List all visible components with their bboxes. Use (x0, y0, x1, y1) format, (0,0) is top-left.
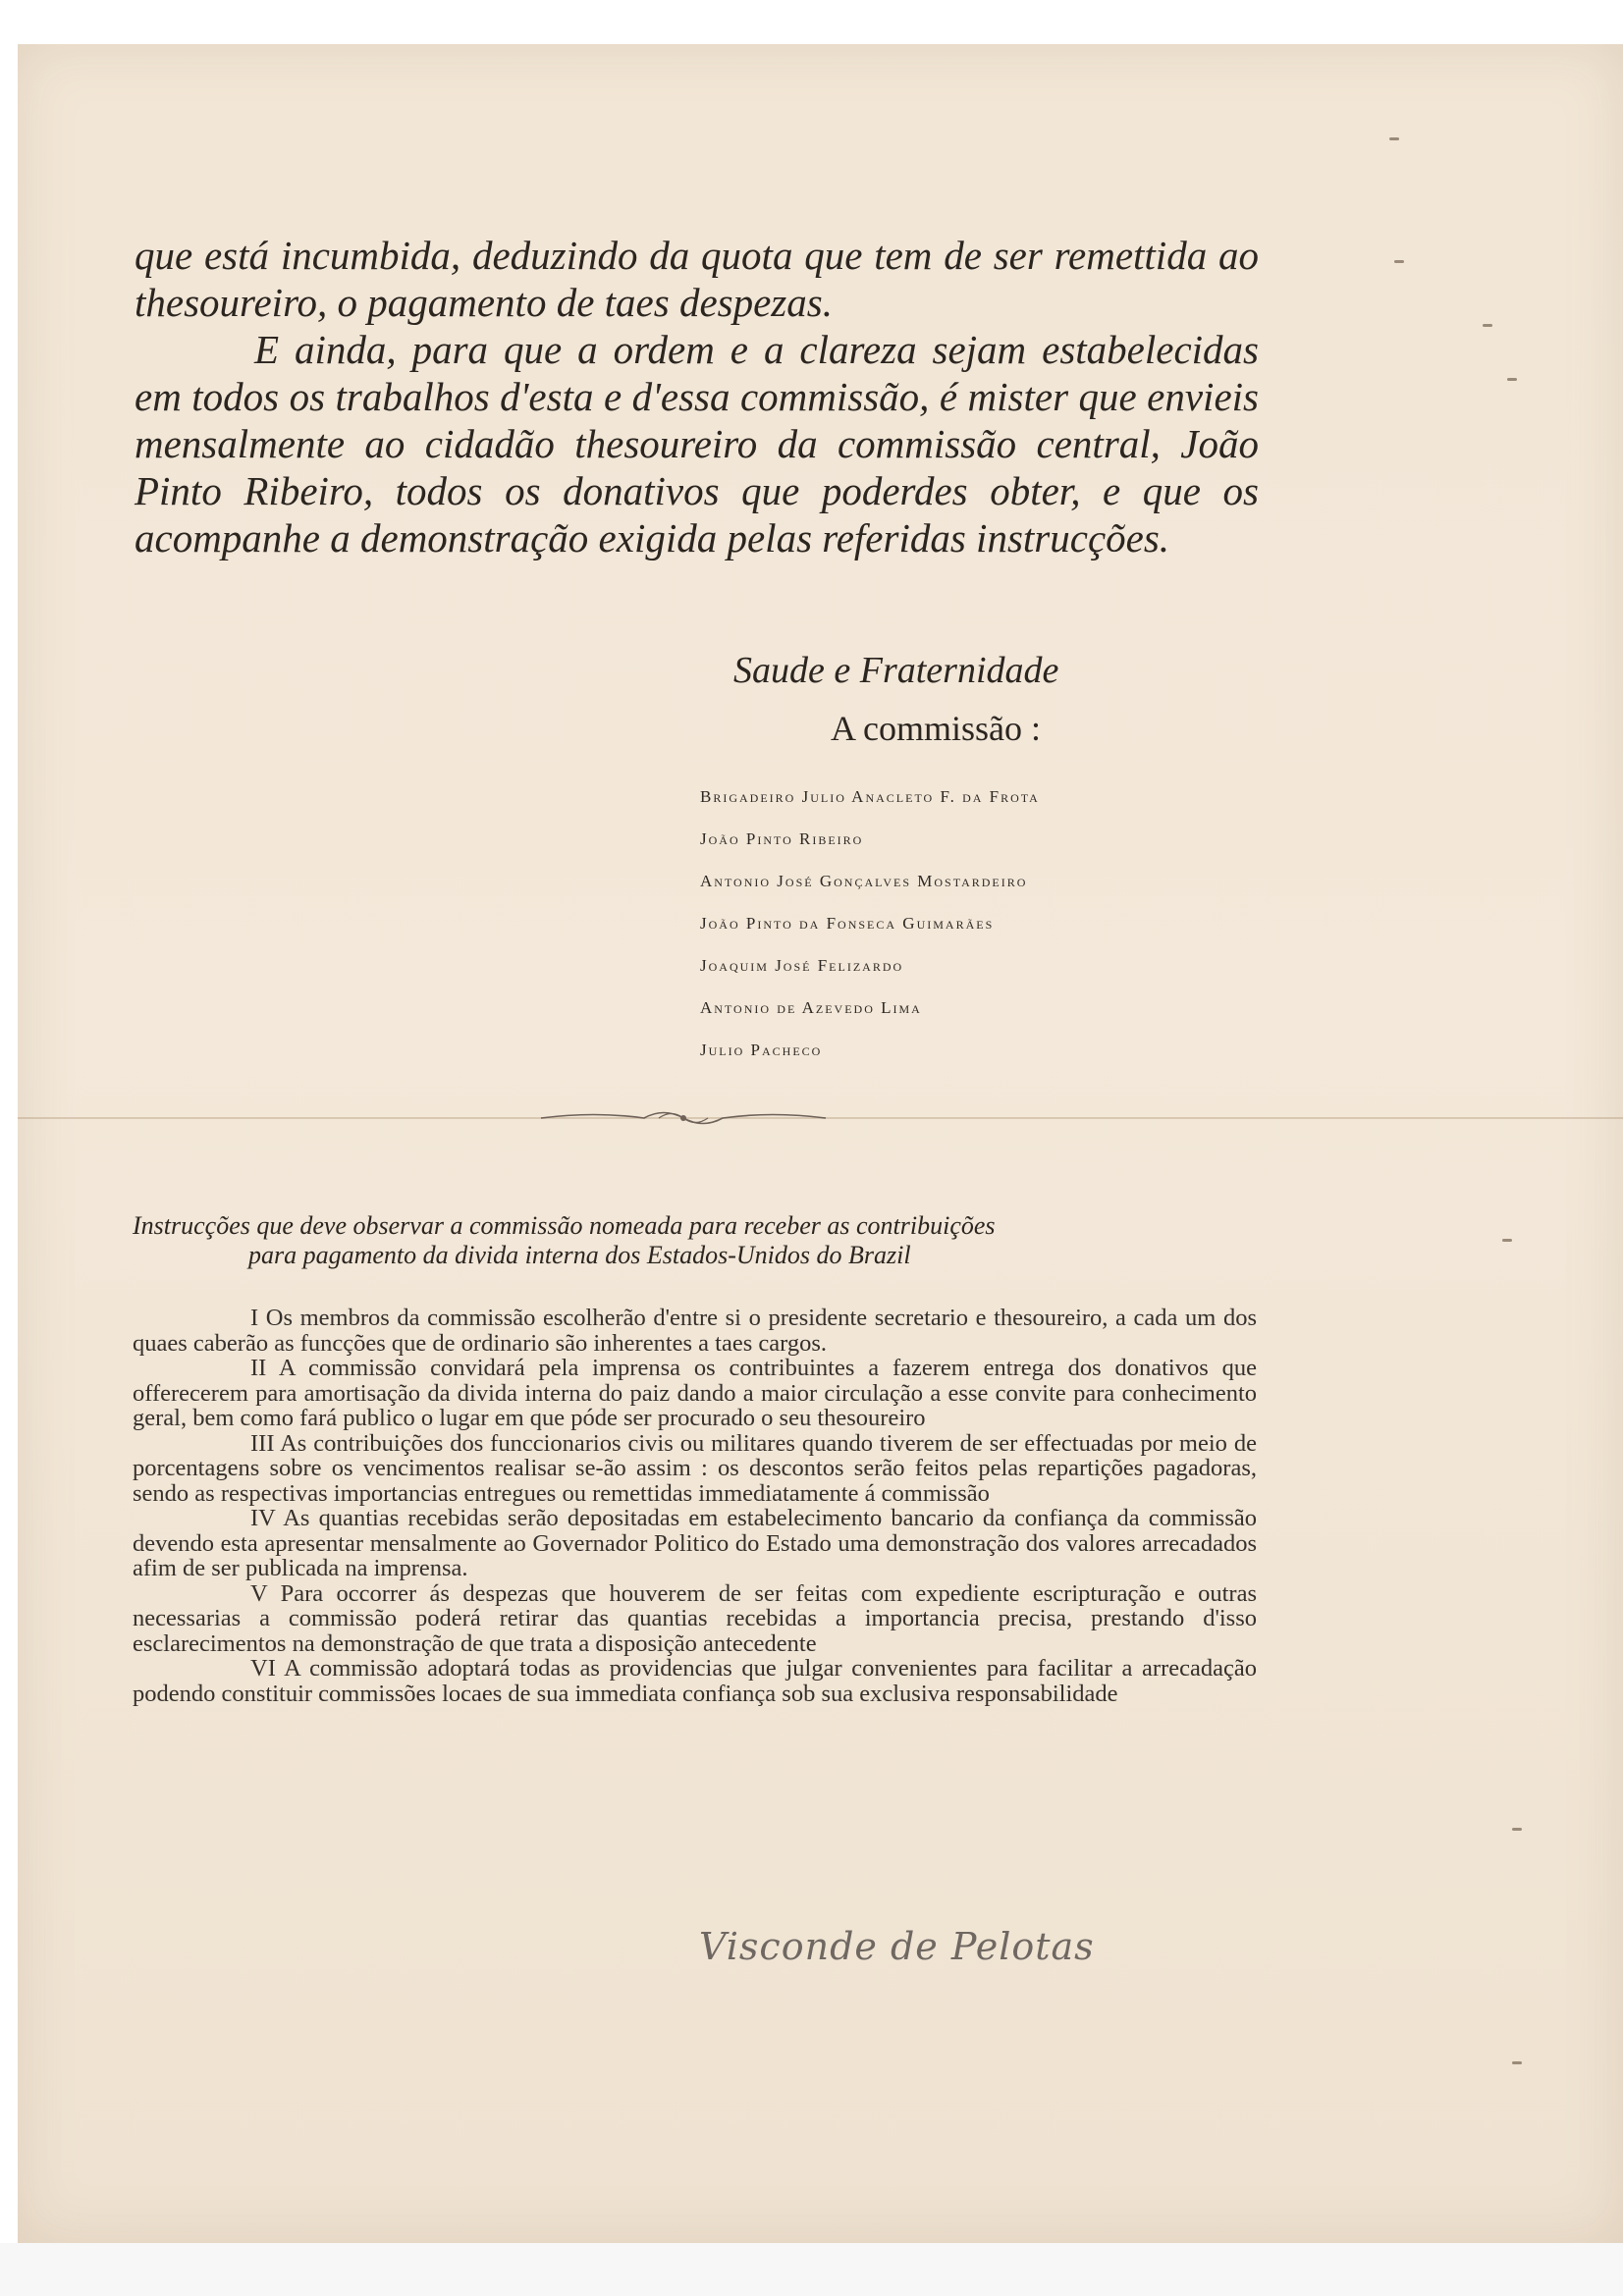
signatory-list (700, 775, 1250, 1071)
instructions-title-line: para pagamento da divida interna dos Estados-Unidos do Brazil (248, 1241, 911, 1269)
signatory-name: Brigadeiro Julio Anacleto F. da Frota (700, 787, 1040, 806)
letter-paragraph: E ainda, para que a ordem e a clareza sejam estabelecidas em todos os trabalhos d'esta e d'essa commissão, é mister que envieis mensalmente ao cidadão thesoureiro da commissão central, João Pinto Ribeiro, todos os donativos que poderdes obter, e que os acompanhe a demonstração exigida pelas referidas instrucções. (135, 327, 1259, 561)
signatory-name: Antonio de Azevedo Lima (700, 998, 922, 1017)
paper-speck (1512, 1828, 1522, 1831)
signatory-name: Joaquim José Felizardo (700, 956, 904, 975)
instructions-body (133, 1306, 1257, 1706)
closing-salutation: Saude e Fraternidade (733, 650, 1059, 691)
signatory-name: João Pinto da Fonseca Guimarães (700, 914, 995, 933)
paper-speck (1507, 378, 1517, 381)
signature: Visconde de Pelotas (699, 1925, 1095, 1968)
commission-label: A commissão : (831, 709, 1041, 748)
ornament-divider (536, 1103, 831, 1133)
instruction-item: V Para occorrer ás despezas que houverem de ser feitas com expediente escripturação e outras necessarias a commissão poderá retirar das quantias recebidas a importancia precisa, prestando d'isso esclarecimentos na demonstração de que trata a disposição antecedente (133, 1579, 1257, 1657)
paper-speck (1512, 2061, 1522, 2064)
signatory-name: Julio Pacheco (700, 1041, 823, 1059)
paper-speck (1389, 137, 1399, 140)
scan-margin (0, 2243, 1623, 2296)
paper-speck (1502, 1239, 1512, 1242)
paper-speck (1483, 324, 1492, 327)
instruction-item: IV As quantias recebidas serão depositadas em estabelecimento bancario da confiança da commissão devendo esta apresentar mensalmente ao Governador Politico do Estado uma demonstração dos valores arrecadados afim de ser publicada na imprensa. (133, 1505, 1257, 1581)
signatory-name: Antonio José Gonçalves Mostardeiro (700, 872, 1028, 890)
instructions-title-line: Instrucções que deve observar a commissão nomeada para receber as contribuições (133, 1211, 996, 1240)
letter-paragraph: que está incumbida, deduzindo da quota que tem de ser remettida ao thesoureiro, o pagamento de taes despezas. (135, 233, 1259, 325)
instruction-item: III As contribuições dos funccionarios civis ou militares quando tiverem de ser effectuadas por meio de porcentagens sobre os vencimentos realisar se-ão assim : os descontos serão feitos pelas repartições pagadoras, sendo as respectivas importancias entregues ou remettidas immediatamente á commissão (133, 1429, 1257, 1507)
instruction-item: II A commissão convidará pela imprensa os contribuintes a fazerem entrega dos donativos que offerecerem para amortisação da divida interna do paiz dando a maior circulação a esse convite para conhecimento geral, bem como fará publico o lugar em que póde ser procurado o seu thesoureiro (133, 1355, 1257, 1431)
instruction-item: I Os membros da commissão escolherão d'entre si o presidente secretario e thesoureiro, a cada um dos quaes caberão as funcções que de ordinario são inherentes a taes cargos. (133, 1305, 1257, 1357)
letter-body (135, 232, 1259, 561)
paper-speck (1394, 260, 1404, 263)
signatory-name: João Pinto Ribeiro (700, 829, 864, 848)
instruction-item: VI A commissão adoptará todas as providencias que julgar convenientes para facilitar a arrecadação podendo constituir commissões locaes de sua immediata confiança sob sua exclusiva responsabilidade (133, 1655, 1257, 1707)
instructions-title (133, 1211, 1296, 1270)
